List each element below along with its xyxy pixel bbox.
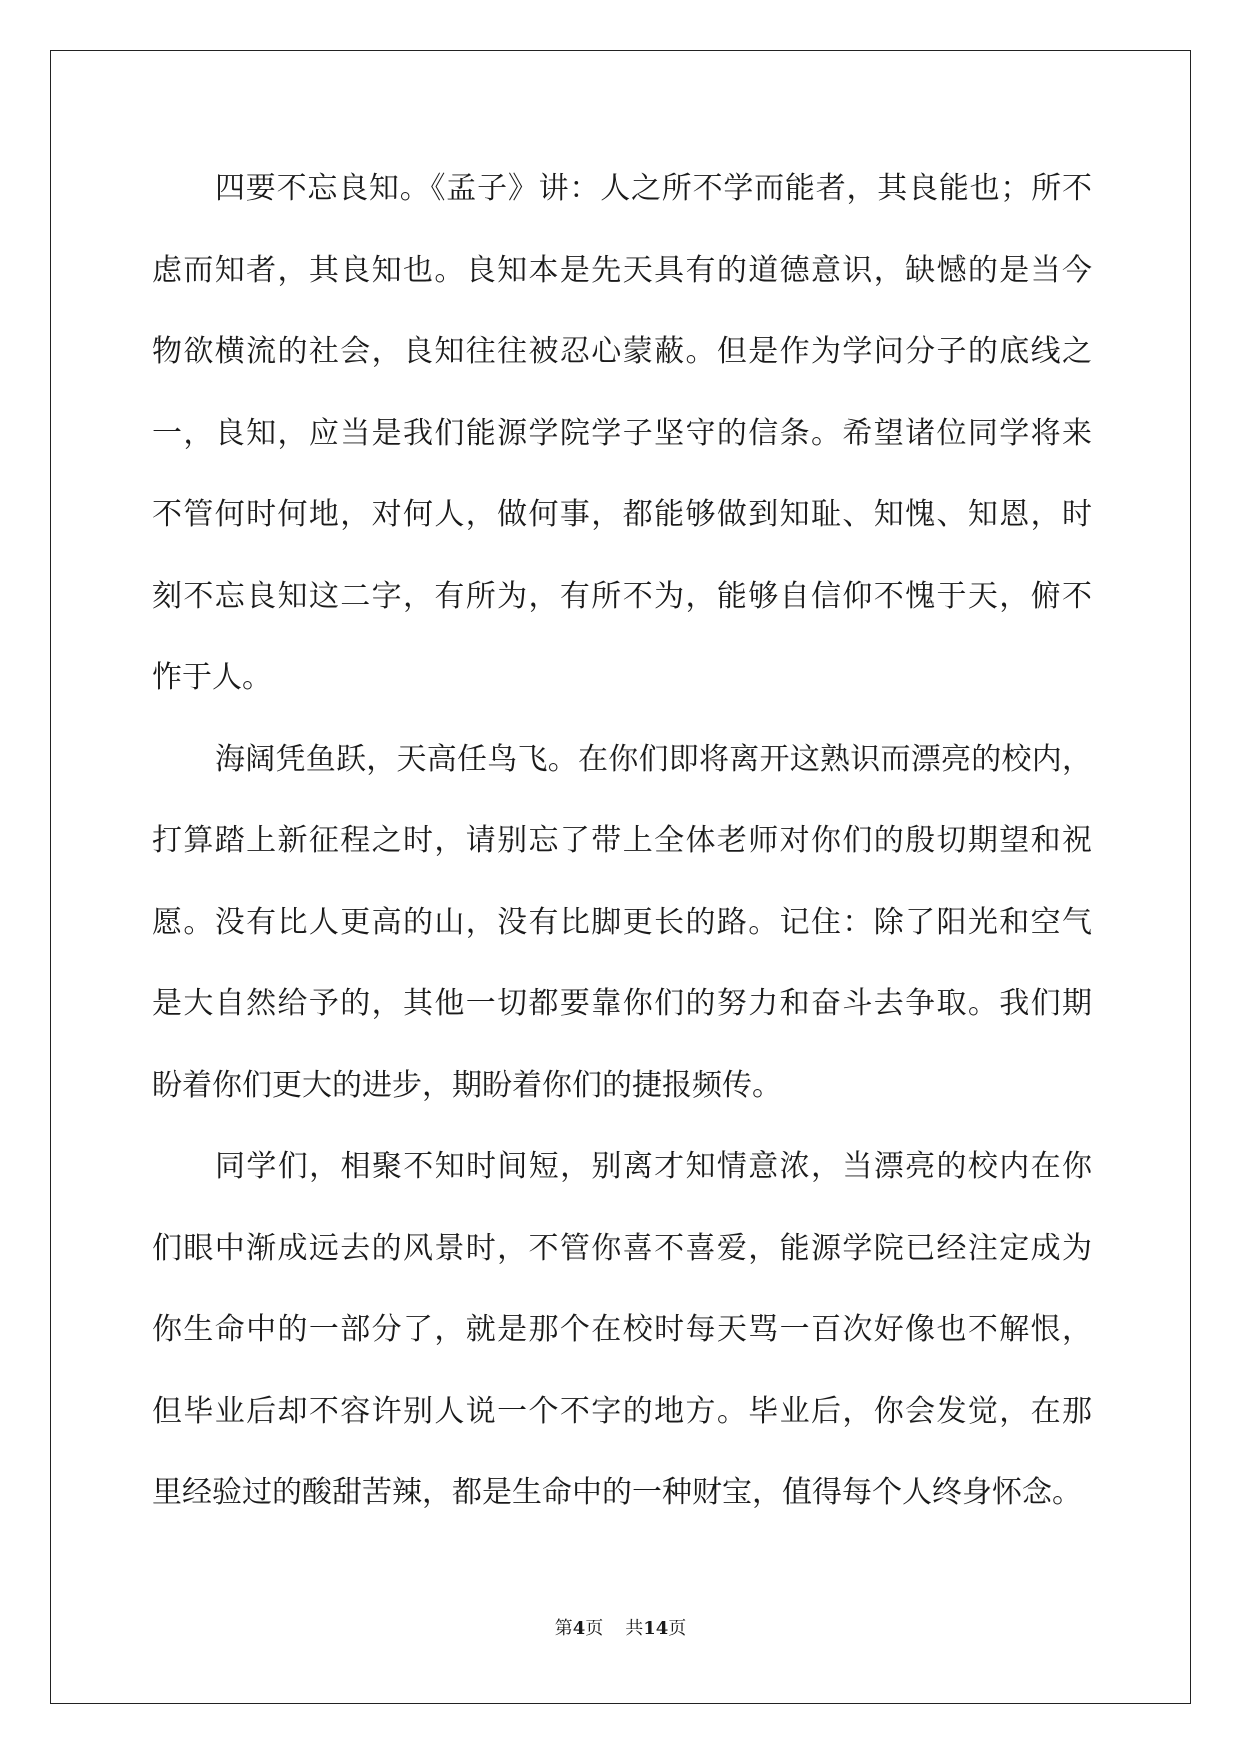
text-line: 们眼中渐成远去的风景时，不管你喜不喜爱，能源学院已经注定成为: [152, 1230, 1092, 1266]
document-body: [152, 148, 1092, 1534]
text-line: 同学们，相聚不知时间短，别离才知情意浓，当漂亮的校内在你: [215, 1149, 1092, 1184]
paragraph-3: [152, 1126, 1092, 1534]
text-line: 四要不忘良知。《孟子》讲：人之所不学而能者，其良能也；所不: [215, 171, 1092, 206]
text-line: 愿。没有比人更高的山，没有比脚更长的路。记住：除了阳光和空气: [152, 904, 1092, 940]
text-line: 打算踏上新征程之时，请别忘了带上全体老师对你们的殷切期望和祝: [152, 823, 1092, 858]
text-line: 是大自然给予的，其他一切都要靠你们的努力和奋斗去争取。我们期: [152, 986, 1092, 1021]
text-line: 怍于人。: [152, 660, 272, 695]
paragraph-1: [152, 148, 1092, 719]
text-line: 盼着你们更大的进步，期盼着你们的捷报频传。: [152, 1067, 782, 1103]
footer-prefix: 第: [554, 1618, 573, 1639]
text-line: 但毕业后却不容许别人说一个不字的地方。毕业后，你会发觉，在那: [152, 1393, 1092, 1429]
text-line: 你生命中的一部分了，就是那个在校时每天骂一百次好像也不解恨，: [152, 1312, 1092, 1347]
footer-total-prefix: 共: [625, 1618, 644, 1639]
footer-page-suffix: 页: [585, 1618, 604, 1639]
page-number: 4: [572, 1618, 586, 1639]
paragraph-2: [152, 719, 1092, 1127]
text-line: 不管何时何地，对何人，做何事，都能够做到知耻、知愧、知恩，时: [152, 497, 1092, 532]
text-line: 一，良知，应当是我们能源学院学子坚守的信条。希望诸位同学将来: [152, 415, 1092, 451]
text-line: 海阔凭鱼跃，天高任鸟飞。在你们即将离开这熟识而漂亮的校内，: [215, 741, 1092, 777]
text-line: 里经验过的酸甜苦辣，都是生命中的一种财宝，值得每个人终身怀念。: [152, 1475, 1082, 1510]
text-line: 刻不忘良知这二字，有所为，有所不为，能够自信仰不愧于天，俯不: [152, 578, 1092, 614]
total-pages: 14: [643, 1618, 669, 1639]
text-line: 物欲横流的社会，良知往往被忍心蒙蔽。但是作为学问分子的底线之: [152, 334, 1092, 369]
page-footer: [0, 1617, 1241, 1641]
text-line: 虑而知者，其良知也。良知本是先天具有的道德意识，缺憾的是当今: [152, 252, 1092, 288]
footer-total-suffix: 页: [668, 1618, 687, 1639]
